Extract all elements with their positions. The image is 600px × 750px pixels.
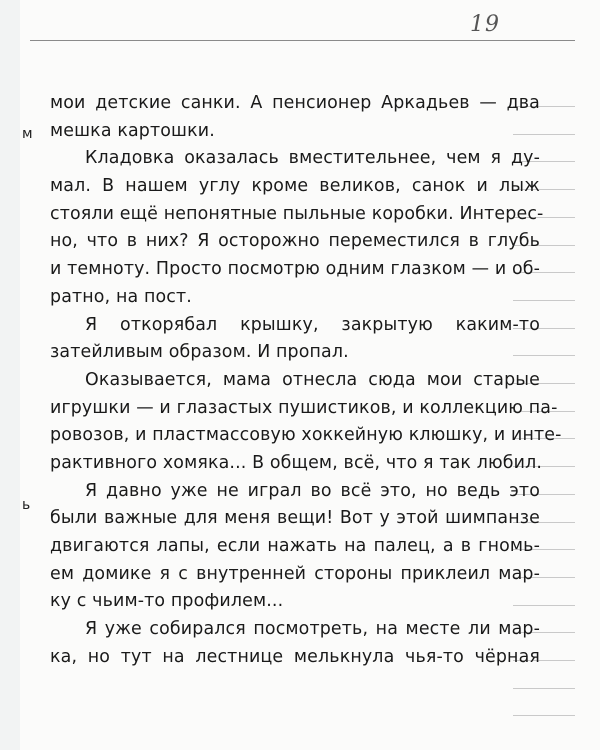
text-line: стояли ещё непонятные пыльные коробки. Интерес- [50,203,544,224]
text-line: и темноту. Просто посмотрю одним глазком — и об- [50,259,541,280]
text-line: Я уже собирался посмотреть, на месте ли мар- [85,619,540,640]
text-line: рактивного хомяка... В общем, всё, что я так любил. [50,452,543,473]
text-line: затейливым образом. И пропал. [50,342,349,363]
text-line: Я давно уже не играл во всё это, но ведь это [85,480,540,501]
text-line: но, что в них? Я осторожно переместился в глубь [50,231,540,252]
margin-fragment: ь [22,497,31,513]
text-line: мои детские санки. А пенсионер Аркадьев — два [50,93,540,113]
margin-rule [513,715,575,716]
text-line: ку с чьим-то профилем... [50,591,284,612]
text-line: мешка картошки. [50,120,215,141]
margin-rule [513,688,575,689]
text-line: мал. В нашем углу кроме великов, санок и лыж [50,176,540,197]
body-text [50,90,562,671]
previous-page-edge [0,0,20,750]
header-rule [30,40,575,41]
text-line: игрушки — и глазастых пушистиков, и коллекцию па- [50,397,558,418]
text-line: были важные для меня вещи! Вот у этой шимпанзе [50,508,540,529]
text-line: Я откорябал крышку, закрытую каким-то [85,314,540,335]
margin-fragment: м [22,126,33,142]
text-line: Оказывается, мама отнесла сюда мои старые [85,369,540,390]
text-line: Кладовка оказалась вместительнее, чем я ду- [85,148,540,169]
text-line: двигаются лапы, если нажать на палец, а в гномь- [50,536,540,556]
text-line: ем домике я с внутренней стороны приклеил мар- [50,563,540,584]
page-number: 19 [470,12,500,37]
text-line: ровозов, и пластмассовую хоккейную клюшку, и инте- [50,425,562,446]
text-line: ка, но тут на лестнице мелькнула чья-то чёрная [50,646,540,667]
text-line: ратно, на пост. [50,286,192,307]
